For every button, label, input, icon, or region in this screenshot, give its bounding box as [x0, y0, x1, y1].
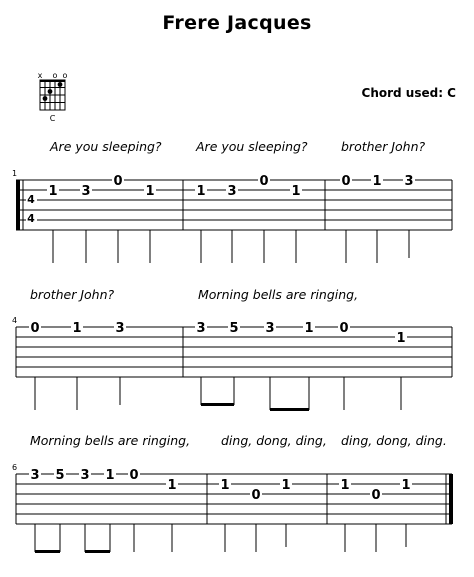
- fret-number: 0: [339, 321, 349, 336]
- fret-number: 5: [55, 468, 65, 483]
- lyric: Morning bells are ringing,: [198, 287, 359, 302]
- lyric: brother John?: [341, 139, 426, 154]
- fret-number: 1: [145, 184, 155, 199]
- fret-number: 1: [291, 184, 301, 199]
- fret-number: 1: [196, 184, 206, 199]
- fret-number: 1: [401, 478, 411, 493]
- fret-number: 3: [404, 174, 414, 189]
- fret-number: 1: [396, 331, 406, 346]
- fret-number: 1: [220, 478, 230, 493]
- open-string-marker: o: [52, 71, 58, 80]
- fret-number: 3: [115, 321, 125, 336]
- start-barline: [16, 180, 20, 230]
- fret-number: 1: [72, 321, 82, 336]
- chord-used-label: Chord used: C: [361, 86, 456, 100]
- fret-number: 1: [167, 478, 177, 493]
- lyric: Are you sleeping?: [50, 139, 162, 154]
- beam: [270, 408, 309, 411]
- fret-number: 1: [304, 321, 314, 336]
- lyric: brother John?: [30, 287, 115, 302]
- time-signature-top: 4: [27, 193, 35, 206]
- beam: [35, 550, 60, 553]
- end-barline: [449, 474, 453, 524]
- fret-number: 0: [371, 488, 381, 503]
- fret-number: 3: [196, 321, 206, 336]
- fret-number: 1: [340, 478, 350, 493]
- fret-number: 0: [259, 174, 269, 189]
- fret-number: 1: [105, 468, 115, 483]
- lyric: Morning bells are ringing,: [30, 433, 191, 448]
- lyric: ding, dong, ding.: [341, 433, 447, 448]
- fret-number: 1: [48, 184, 58, 199]
- fret-number: 0: [341, 174, 351, 189]
- fret-number: 0: [30, 321, 40, 336]
- open-string-marker: o: [62, 71, 68, 80]
- fret-number: 3: [265, 321, 275, 336]
- fret-number: 0: [251, 488, 261, 503]
- fret-number: 1: [372, 174, 382, 189]
- lyric: Are you sleeping?: [196, 139, 308, 154]
- bar-number: 6: [12, 463, 18, 472]
- fret-number: 3: [81, 184, 91, 199]
- fret-number: 0: [129, 468, 139, 483]
- fret-number: 0: [113, 174, 123, 189]
- fret-number: 5: [229, 321, 239, 336]
- beam: [201, 403, 234, 406]
- chord-diagram-label: C: [49, 114, 56, 123]
- bar-number: 1: [12, 169, 18, 178]
- bar-number: 4: [12, 316, 18, 325]
- fret-number: 3: [227, 184, 237, 199]
- song-title: Frere Jacques: [162, 12, 312, 34]
- fret-number: 1: [281, 478, 291, 493]
- beam: [85, 550, 110, 553]
- fret-number: 3: [80, 468, 90, 483]
- fret-number: 3: [30, 468, 40, 483]
- lyric: ding, dong, ding,: [221, 433, 327, 448]
- mute-string-marker: x: [37, 71, 43, 80]
- time-signature-bottom: 4: [27, 212, 35, 225]
